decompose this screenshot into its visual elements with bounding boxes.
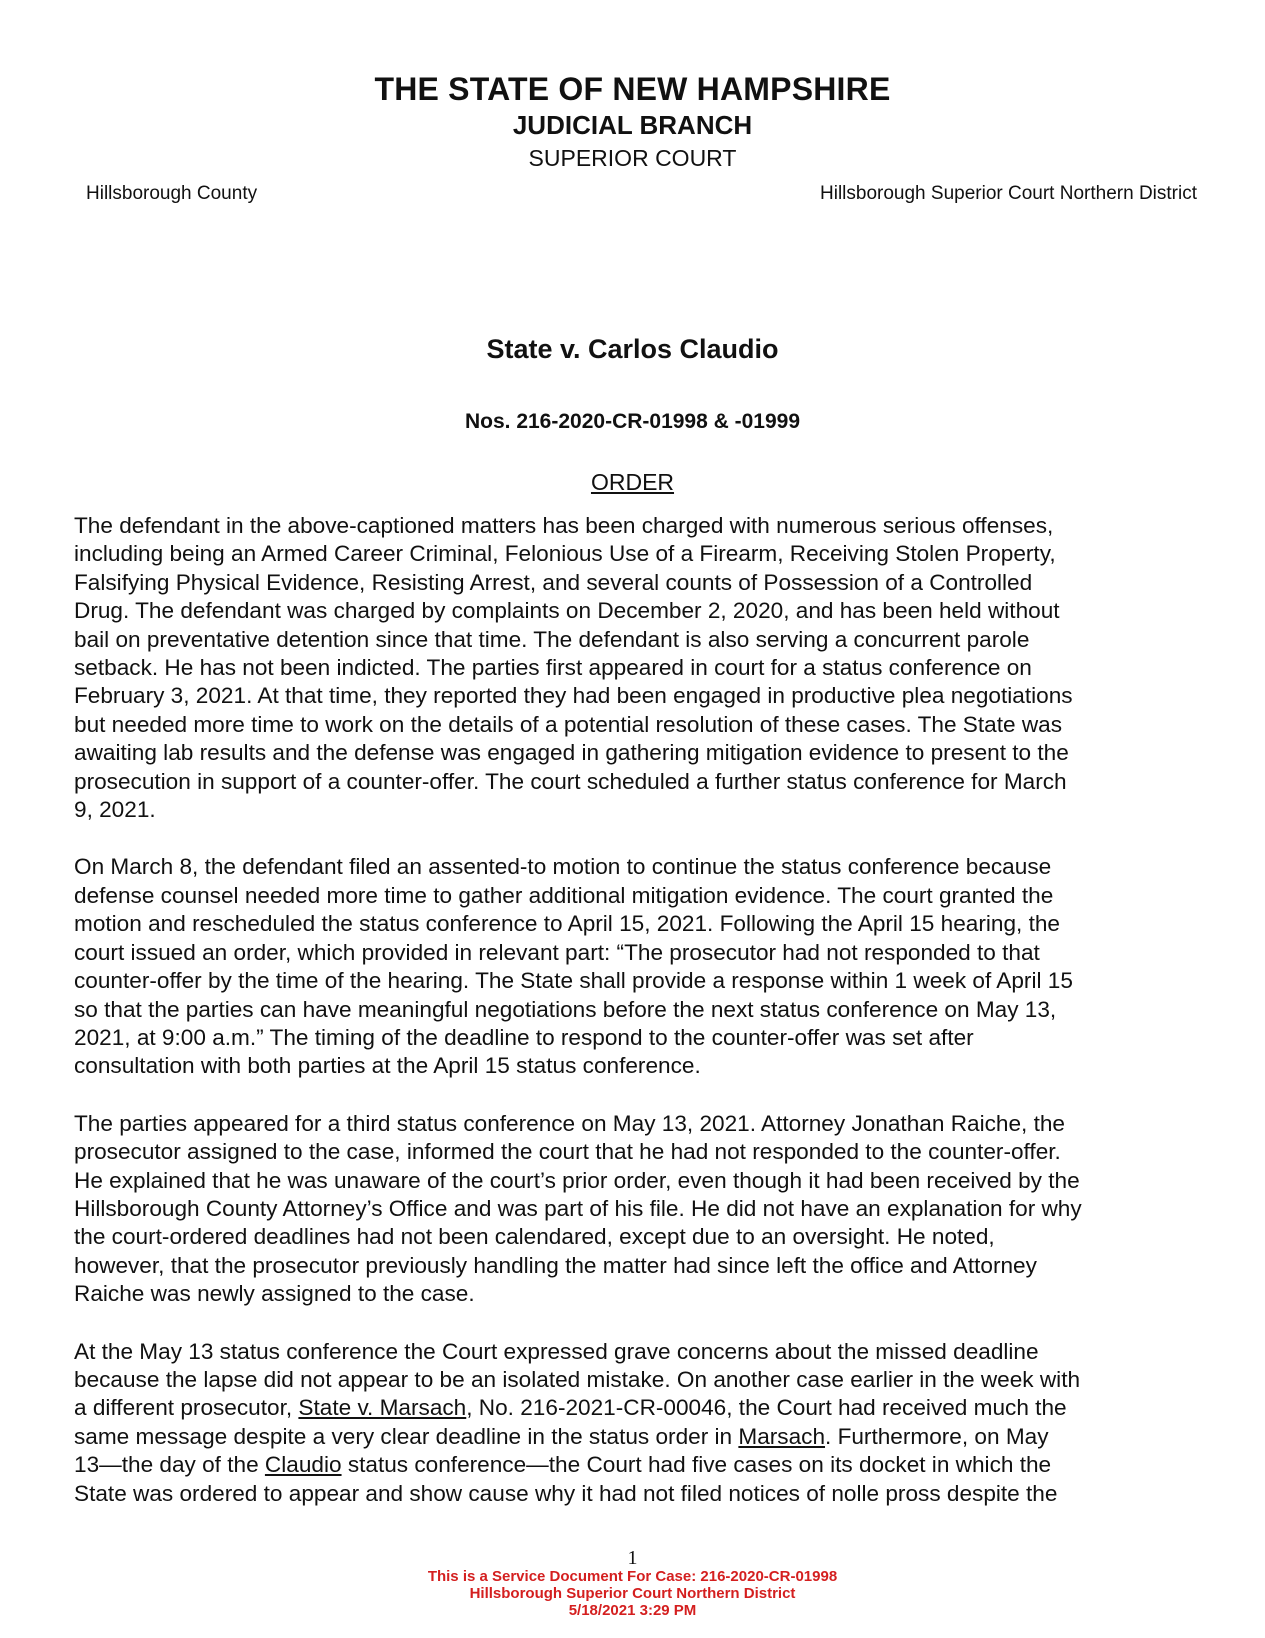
text-segment: , No. 216-2021-CR-00046, the Court had received much the bbox=[466, 1395, 1067, 1421]
court-header bbox=[0, 70, 1265, 174]
text-line bbox=[74, 1451, 1204, 1479]
text-line: including being an Armed Career Criminal, Felonious Use of a Firearm, Receiving Stolen Property, bbox=[74, 541, 1056, 567]
stamp-line: This is a Service Document For Case: 216-2020-CR-01998 bbox=[427, 1568, 838, 1585]
text-line: however, that the prosecutor previously handling the matter had since left the office and Attorney bbox=[74, 1252, 1037, 1278]
text-line: Raiche was newly assigned to the case. bbox=[74, 1281, 475, 1307]
text-line: prosecutor assigned to the case, informed the court that he had not responded to the counter-offer. bbox=[74, 1139, 1061, 1165]
text-line: but needed more time to work on the details of a potential resolution of these cases. The State was bbox=[74, 711, 1063, 737]
service-stamp bbox=[0, 1568, 1265, 1619]
text-line: because the lapse did not appear to be an isolated mistake. On another case earlier in the week with bbox=[74, 1366, 1081, 1392]
text-line: motion and rescheduled the status conference to April 15, 2021. Following the April 15 hearing, the bbox=[74, 911, 1060, 937]
text-line: State was ordered to appear and show cause why it had not filed notices of nolle pross despite the bbox=[74, 1480, 1058, 1506]
text-line: Falsifying Physical Evidence, Resisting Arrest, and several counts of Possession of a Controlled bbox=[74, 569, 1033, 595]
text-line: He explained that he was unaware of the court’s prior order, even though it had been received by the bbox=[74, 1167, 1080, 1193]
text-segment: status conference—the Court had five cases on its docket in which the bbox=[341, 1452, 1052, 1478]
text-line: On March 8, the defendant filed an assented-to motion to continue the status conference because bbox=[74, 854, 1052, 880]
text-line: prosecution in support of a counter-offer. The court scheduled a further status conference for March bbox=[74, 768, 1067, 794]
text-line: court issued an order, which provided in relevant part: “The prosecutor had not responded to that bbox=[74, 939, 1040, 965]
stamp-line: Hillsborough Superior Court Northern District bbox=[469, 1585, 796, 1602]
state-name: THE STATE OF NEW HAMPSHIRE bbox=[374, 71, 891, 107]
text-line: February 3, 2021. At that time, they reported they had been engaged in productive plea negotiations bbox=[74, 683, 1073, 709]
paragraph-1 bbox=[74, 512, 1204, 824]
text-line: the court-ordered deadlines had not been calendared, except due to an oversight. He noted, bbox=[74, 1224, 995, 1250]
text-line: At the May 13 status conference the Court expressed grave concerns about the missed deadline bbox=[74, 1338, 1039, 1364]
text-line: Hillsborough County Attorney’s Office and was part of his file. He did not have an explanation for why bbox=[74, 1195, 1082, 1221]
text-line: setback. He has not been indicted. The parties first appeared in court for a status conference on bbox=[74, 655, 1032, 681]
text-line: bail on preventative detention since that time. The defendant is also serving a concurrent parole bbox=[74, 626, 1030, 652]
text-line bbox=[74, 1394, 1204, 1422]
paragraph-4 bbox=[74, 1338, 1204, 1508]
case-citation-claudio: Claudio bbox=[264, 1452, 342, 1478]
text-line: awaiting lab results and the defense was engaged in gathering mitigation evidence to present to the bbox=[74, 740, 1069, 766]
text-segment: same message despite a very clear deadline in the status order in bbox=[74, 1423, 739, 1449]
text-segment: 13—the day of the bbox=[74, 1452, 265, 1478]
text-line: Drug. The defendant was charged by complaints on December 2, 2020, and has been held without bbox=[74, 598, 1060, 624]
text-line: counter-offer by the time of the hearing. The State shall provide a response within 1 week of April 15 bbox=[74, 968, 1073, 994]
case-numbers: Nos. 216-2020-CR-01998 & -01999 bbox=[464, 410, 801, 433]
branch-name: JUDICIAL BRANCH bbox=[512, 110, 753, 140]
text-line: defense counsel needed more time to gather additional mitigation evidence. The court granted the bbox=[74, 882, 1054, 908]
paragraph-2 bbox=[74, 853, 1204, 1080]
case-citation-marsach-short: Marsach bbox=[738, 1423, 826, 1449]
text-segment: a different prosecutor, bbox=[74, 1395, 299, 1421]
case-title: State v. Carlos Claudio bbox=[486, 334, 779, 364]
text-segment: . Furthermore, on May bbox=[825, 1423, 1049, 1449]
text-line bbox=[74, 1423, 1204, 1451]
text-line: 2021, at 9:00 a.m.” The timing of the deadline to respond to the counter-offer was set after bbox=[74, 1024, 974, 1050]
paragraph-3 bbox=[74, 1110, 1204, 1309]
text-line: consultation with both parties at the April 15 status conference. bbox=[74, 1053, 701, 1079]
order-heading: ORDER bbox=[590, 469, 675, 495]
text-line: The defendant in the above-captioned matters has been charged with numerous serious offenses, bbox=[74, 513, 1054, 538]
text-line: 9, 2021. bbox=[74, 797, 156, 823]
case-citation-marsach: State v. Marsach bbox=[298, 1395, 467, 1421]
district-label: Hillsborough Superior Court Northern District bbox=[820, 183, 1197, 204]
text-line: The parties appeared for a third status conference on May 13, 2021. Attorney Jonathan Raiche, the bbox=[74, 1110, 1065, 1136]
page-number: 1 bbox=[627, 1547, 638, 1569]
court-name: SUPERIOR COURT bbox=[528, 145, 737, 171]
order-body bbox=[74, 512, 1204, 1537]
stamp-line: 5/18/2021 3:29 PM bbox=[568, 1602, 697, 1619]
text-line: so that the parties can have meaningful negotiations before the next status conference on May 13, bbox=[74, 996, 1057, 1022]
county-label: Hillsborough County bbox=[86, 183, 258, 204]
